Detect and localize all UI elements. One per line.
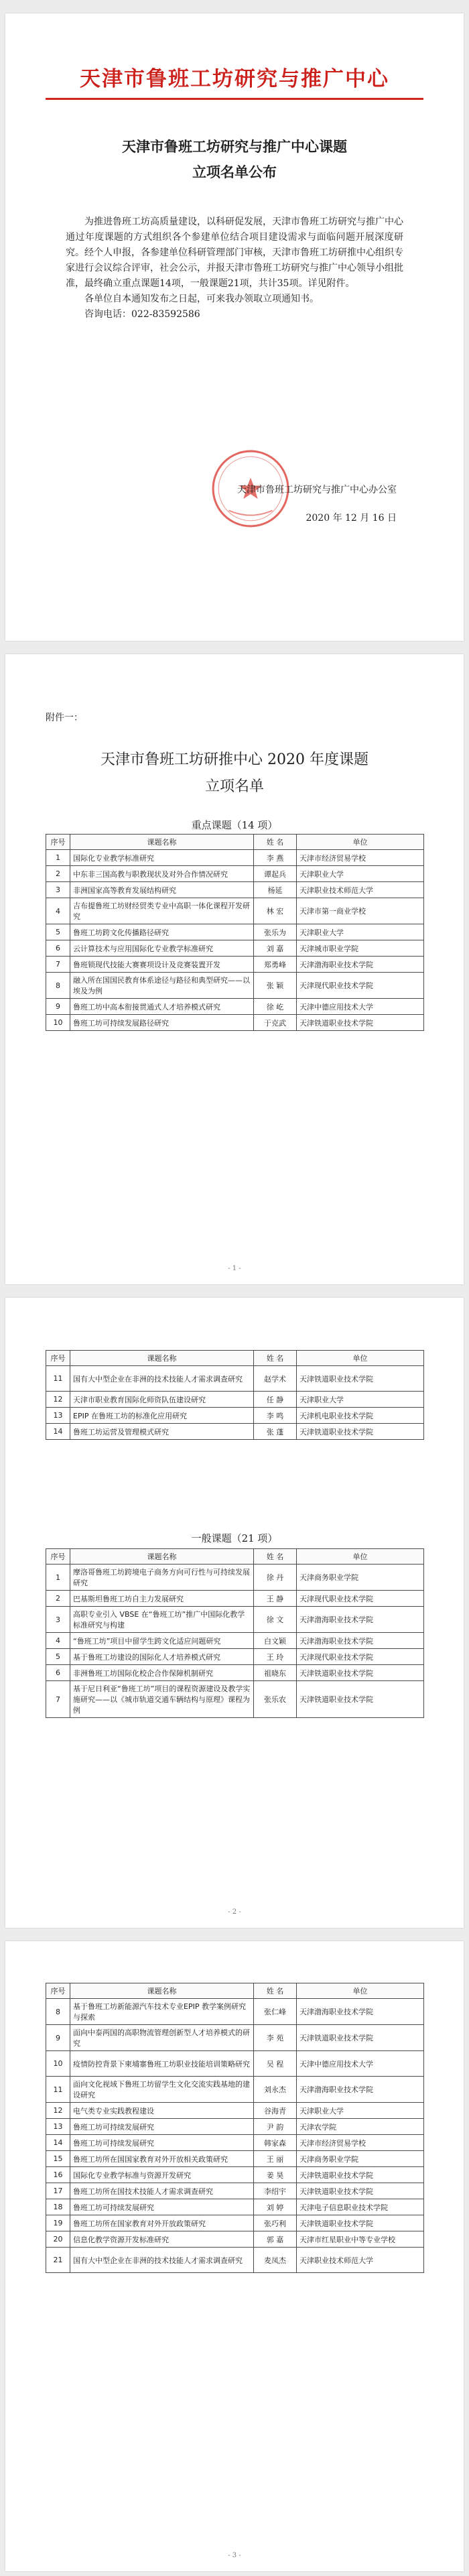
- header-no: 序号: [46, 1549, 70, 1565]
- table-row: [46, 1665, 424, 1681]
- project-leader: 王 静: [254, 1591, 297, 1607]
- project-leader: 赵学术: [254, 1366, 297, 1392]
- project-leader: 姜 昊: [254, 2167, 297, 2183]
- project-title: 基于鲁班工坊建设的国际化人才培养模式研究: [70, 1649, 254, 1665]
- project-unit: 天津铁道职业技术学院: [297, 1424, 424, 1440]
- row-number: 8: [46, 1999, 70, 2025]
- attachment-page-2: [5, 1298, 464, 1928]
- project-unit: 天津现代职业技术学院: [297, 973, 424, 999]
- project-leader: 谭起兵: [254, 866, 297, 882]
- row-number: 6: [46, 940, 70, 957]
- row-number: 4: [46, 898, 70, 924]
- row-number: 12: [46, 1392, 70, 1408]
- key-projects-table: [46, 834, 424, 1031]
- list-title-line-1: 天津市鲁班工坊研推中心 2020 年度课题: [100, 751, 368, 768]
- project-leader: 徐 丹: [254, 1565, 297, 1591]
- table-row: [46, 999, 424, 1015]
- project-title: 巴基斯坦鲁班工坊自主力发展研究: [70, 1591, 254, 1607]
- project-unit: 天津商务职业学院: [297, 1565, 424, 1591]
- project-leader: 任 静: [254, 1392, 297, 1408]
- project-title: EPIP 在鲁班工坊的标准化应用研究: [70, 1408, 254, 1424]
- project-unit: 天津市经济贸易学校: [297, 2135, 424, 2151]
- table-header-row: [46, 835, 424, 850]
- project-leader: 白文颖: [254, 1633, 297, 1649]
- project-title: 鲁班工坊中高本衔接贯通式人才培养模式研究: [70, 999, 254, 1015]
- project-unit: 天津电子信息职业技术学院: [297, 2199, 424, 2215]
- project-unit: 天津职业技术师范大学: [297, 882, 424, 898]
- row-number: 13: [46, 2119, 70, 2135]
- project-leader: 刘 嘉: [254, 940, 297, 957]
- row-number: 1: [46, 1565, 70, 1591]
- project-unit: 天津市红星职业中等专业学校: [297, 2231, 424, 2248]
- project-leader: 张 蓬: [254, 1424, 297, 1440]
- table-header-row: [46, 1549, 424, 1565]
- project-title: 摩洛哥鲁班工坊跨境电子商务方向可行性与可持续发展研究: [70, 1565, 254, 1591]
- row-number: 4: [46, 1633, 70, 1649]
- project-leader: 张仁峰: [254, 1999, 297, 2025]
- project-title: 非洲鲁班工坊国际化校企合作保障机制研究: [70, 1665, 254, 1681]
- header-no: 序号: [46, 1983, 70, 1999]
- row-number: 21: [46, 2248, 70, 2273]
- project-leader: 徐 屹: [254, 999, 297, 1015]
- project-leader: 刘永杰: [254, 2077, 297, 2103]
- row-number: 7: [46, 957, 70, 973]
- project-leader: 张 颖: [254, 973, 297, 999]
- table-row: [46, 2119, 424, 2135]
- table-row: [46, 1015, 424, 1031]
- project-unit: 天津商务职业学院: [297, 2151, 424, 2167]
- page-number: - 1 -: [228, 1265, 241, 1272]
- table-row: [46, 1424, 424, 1440]
- project-title: 信息化教学资源开发标准研究: [70, 2231, 254, 2248]
- project-leader: 王 丽: [254, 2151, 297, 2167]
- project-unit: 天津市第一商业学校: [297, 898, 424, 924]
- project-title: 高职专业引入 VBSE 在“鲁班工坊”推广中国际化教学标准研究与构建: [70, 1607, 254, 1633]
- project-leader: 尹 韵: [254, 2119, 297, 2135]
- header-person: 姓 名: [254, 1983, 297, 1999]
- project-unit: 天津职业技术师范大学: [297, 2248, 424, 2273]
- project-title: 国际化专业教学标准研究: [70, 850, 254, 866]
- project-leader: 李 鸣: [254, 1408, 297, 1424]
- project-title: 中东非三国高教与职教现状及对外合作情况研究: [70, 866, 254, 882]
- project-unit: 天津渤海职业技术学院: [297, 1607, 424, 1633]
- project-title: 国际化专业教学标准与资源开发研究: [70, 2167, 254, 2183]
- table-row: [46, 850, 424, 866]
- project-title: 鲁班工坊可持续发展研究: [70, 2135, 254, 2151]
- row-number: 10: [46, 1015, 70, 1031]
- project-leader: 王 玲: [254, 1649, 297, 1665]
- row-number: 14: [46, 2135, 70, 2151]
- header-person: 姓 名: [254, 1549, 297, 1565]
- project-title: 国有大中型企业在非洲的技术技能人才需求调查研究: [70, 2248, 254, 2273]
- header-unit: 单位: [297, 1549, 424, 1565]
- project-title: 吉布提鲁班工坊财经贸类专业中高职一体化课程开发研究: [70, 898, 254, 924]
- header-no: 序号: [46, 835, 70, 850]
- table-row: [46, 2215, 424, 2231]
- table-row: [46, 2199, 424, 2215]
- row-number: 10: [46, 2051, 70, 2077]
- row-number: 7: [46, 1681, 70, 1718]
- project-unit: 天津农学院: [297, 2119, 424, 2135]
- table-row: [46, 882, 424, 898]
- table-row: [46, 1565, 424, 1591]
- project-leader: 徐 文: [254, 1607, 297, 1633]
- table-row: [46, 2167, 424, 2183]
- table-row: [46, 1633, 424, 1649]
- project-leader: 林 宏: [254, 898, 297, 924]
- row-number: 20: [46, 2231, 70, 2248]
- row-number: 19: [46, 2215, 70, 2231]
- project-leader: 张乐为: [254, 924, 297, 940]
- row-number: 11: [46, 1366, 70, 1392]
- project-unit: 天津铁道职业技术学院: [297, 1681, 424, 1718]
- table-row: [46, 940, 424, 957]
- table-row: [46, 1366, 424, 1392]
- project-title: 基于鲁班工坊新能源汽车技术专业EPIP 教学案例研究与探索: [70, 1999, 254, 2025]
- announcement-body: [66, 214, 403, 322]
- project-unit: 天津中德应用技术大学: [297, 999, 424, 1015]
- header-title: 课题名称: [70, 1351, 254, 1366]
- table-row: [46, 2248, 424, 2273]
- table-row: [46, 2025, 424, 2051]
- row-number: 13: [46, 1408, 70, 1424]
- project-leader: 张乐农: [254, 1681, 297, 1718]
- table-row: [46, 866, 424, 882]
- table-row: [46, 924, 424, 940]
- project-title: 云计算技术与应用国际化专业教学标准研究: [70, 940, 254, 957]
- project-unit: 天津职业大学: [297, 2103, 424, 2119]
- project-title: 融入所在国国民教育体系途径与路径和典型研究——以埃及为例: [70, 973, 254, 999]
- key-projects-heading: 重点课题（14 项）: [191, 819, 278, 831]
- body-paragraph: 各单位自本通知发布之日起，可来我办领取立项通知书。: [84, 294, 319, 304]
- table-row: [46, 2151, 424, 2167]
- project-title: 鲁班工坊所在国国家教育对外开放相关政策研究: [70, 2151, 254, 2167]
- list-title: [46, 747, 423, 800]
- header-title: 课题名称: [70, 1549, 254, 1565]
- project-title: 面向中泰两国的高职物流管理创新型人才培养模式的研究: [70, 2025, 254, 2051]
- attachment-page-3: [5, 1941, 464, 2571]
- project-leader: 吴 程: [254, 2051, 297, 2077]
- contact-phone: 咨询电话：022-83592586: [84, 309, 200, 320]
- table-row: [46, 2135, 424, 2151]
- project-unit: 天津中德应用技术大学: [297, 2051, 424, 2077]
- project-leader: 麦凤杰: [254, 2248, 297, 2273]
- table-row: [46, 1392, 424, 1408]
- row-number: 16: [46, 2167, 70, 2183]
- general-projects-table: [46, 1548, 424, 1718]
- project-leader: 杨延: [254, 882, 297, 898]
- project-leader: 于克武: [254, 1015, 297, 1031]
- table-header-row: [46, 1351, 424, 1366]
- project-title: 非洲国家高等教育发展结构研究: [70, 882, 254, 898]
- project-leader: 李绍宇: [254, 2183, 297, 2199]
- project-leader: 郭 嘉: [254, 2231, 297, 2248]
- row-number: 17: [46, 2183, 70, 2199]
- announcement-page: [5, 13, 464, 641]
- project-unit: 天津铁道职业技术学院: [297, 1015, 424, 1031]
- project-unit: 天津职业大学: [297, 924, 424, 940]
- body-paragraph: 为推进鲁班工坊高质量建设，以科研促发展，天津市鲁班工坊研究与推广中心通过年度课题的方式组织各个参建单位结合项目建设需求与面临问题开展深度研究。经个人申报，各参建单位科研管理部门审核，天津市鲁班工坊研推中心组织专家进行会议综合评审，社会公示，并报天津市鲁班工坊研究与推广中心领导小组批准，最终确立重点课题14项，一般课题21项，共计35项。详见附件。: [66, 217, 403, 289]
- project-title: 疫情防控背景下柬埔寨鲁班工坊职业技能培训策略研究: [70, 2051, 254, 2077]
- project-title: “鲁班工坊”项目中留学生跨文化适应问题研究: [70, 1633, 254, 1649]
- list-title-line-2: 立项名单: [204, 778, 264, 795]
- row-number: 5: [46, 1649, 70, 1665]
- header-unit: 单位: [297, 1351, 424, 1366]
- project-title: 鲁班工坊所在国家教育对外开放政策研究: [70, 2215, 254, 2231]
- project-unit: 天津渤海职业技术学院: [297, 1633, 424, 1649]
- key-projects-table-continued: [46, 1350, 424, 1440]
- project-leader: 张巧利: [254, 2215, 297, 2231]
- table-row: [46, 973, 424, 999]
- header-no: 序号: [46, 1351, 70, 1366]
- row-number: 2: [46, 1591, 70, 1607]
- row-number: 9: [46, 2025, 70, 2051]
- project-unit: 天津铁道职业技术学院: [297, 2167, 424, 2183]
- project-unit: 天津城市职业学院: [297, 940, 424, 957]
- table-row: [46, 898, 424, 924]
- table-row: [46, 1607, 424, 1633]
- table-row: [46, 2103, 424, 2119]
- project-leader: 郑勇峰: [254, 957, 297, 973]
- project-title: 天津市职业教育国际化师资队伍建设研究: [70, 1392, 254, 1408]
- table-row: [46, 1408, 424, 1424]
- table-row: [46, 2231, 424, 2248]
- row-number: 18: [46, 2199, 70, 2215]
- header-unit: 单位: [297, 835, 424, 850]
- row-number: 11: [46, 2077, 70, 2103]
- project-title: 鲁班工坊可持续发展路径研究: [70, 1015, 254, 1031]
- project-unit: 天津铁道职业技术学院: [297, 2025, 424, 2051]
- row-number: 2: [46, 866, 70, 882]
- project-unit: 天津市经济贸易学校: [297, 850, 424, 866]
- project-unit: 天津现代职业技术学院: [297, 1649, 424, 1665]
- project-unit: 天津铁道职业技术学院: [297, 2183, 424, 2199]
- project-leader: 祖晓东: [254, 1665, 297, 1681]
- table-row: [46, 957, 424, 973]
- attachment-page-1: [5, 654, 464, 1284]
- general-projects-heading: 一般课题（21 项）: [191, 1532, 278, 1544]
- letterhead-org-name: 天津市鲁班工坊研究与推广中心: [80, 67, 389, 91]
- project-unit: 天津渤海职业技术学院: [297, 957, 424, 973]
- project-unit: 天津机电职业技术学院: [297, 1408, 424, 1424]
- project-leader: 刘 婷: [254, 2199, 297, 2215]
- project-title: 鲁班工坊所在国技术技能人才需求调查研究: [70, 2183, 254, 2199]
- table-row: [46, 1591, 424, 1607]
- header-title: 课题名称: [70, 1983, 254, 1999]
- header-unit: 单位: [297, 1983, 424, 1999]
- project-unit: 天津渤海职业技术学院: [297, 1999, 424, 2025]
- row-number: 5: [46, 924, 70, 940]
- table-header-row: [46, 1983, 424, 1999]
- table-row: [46, 1649, 424, 1665]
- project-title: 鲁班工坊运营及管理模式研究: [70, 1424, 254, 1440]
- issuing-office: 天津市鲁班工坊研究与推广中心办公室: [237, 485, 397, 495]
- project-title: 鲁班锁现代技能大赛赛项设计及竞赛装置开发: [70, 957, 254, 973]
- project-title: 鲁班工坊可持续发展研究: [70, 2199, 254, 2215]
- header-title: 课题名称: [70, 835, 254, 850]
- table-row: [46, 2183, 424, 2199]
- row-number: 15: [46, 2151, 70, 2167]
- project-title: 电气类专业实践教程建设: [70, 2103, 254, 2119]
- page-number: - 2 -: [228, 1908, 241, 1916]
- project-unit: 天津职业大学: [297, 866, 424, 882]
- header-person: 姓 名: [254, 835, 297, 850]
- row-number: 14: [46, 1424, 70, 1440]
- project-title: 鲁班工坊跨文化传播路径研究: [70, 924, 254, 940]
- general-projects-table-continued: [46, 1983, 424, 2273]
- table-row: [46, 1999, 424, 2025]
- project-leader: 韩家森: [254, 2135, 297, 2151]
- document-title: [46, 134, 423, 185]
- project-unit: 天津铁道职业技术学院: [297, 1665, 424, 1681]
- project-title: 面向文化视域下鲁班工坊留学生文化交流实践基地的建设研究: [70, 2077, 254, 2103]
- letterhead-red-rule: [46, 98, 423, 100]
- project-title: 鲁班工坊可持续发展研究: [70, 2119, 254, 2135]
- project-unit: 天津职业大学: [297, 1392, 424, 1408]
- header-person: 姓 名: [254, 1351, 297, 1366]
- project-unit: 天津现代职业技术学院: [297, 1591, 424, 1607]
- row-number: 3: [46, 882, 70, 898]
- project-unit: 天津渤海职业技术学院: [297, 2077, 424, 2103]
- issue-date: 2020 年 12 月 16 日: [306, 513, 397, 524]
- project-unit: 天津铁道职业技术学院: [297, 1366, 424, 1392]
- project-unit: 天津铁道职业技术学院: [297, 2215, 424, 2231]
- row-number: 1: [46, 850, 70, 866]
- row-number: 3: [46, 1607, 70, 1633]
- row-number: 8: [46, 973, 70, 999]
- document-title-line-2: 立项名单公布: [192, 164, 277, 180]
- project-title: 国有大中型企业在非洲的技术技能人才需求调查研究: [70, 1366, 254, 1392]
- document-title-line-1: 天津市鲁班工坊研究与推广中心课题: [122, 138, 347, 155]
- table-row: [46, 2051, 424, 2077]
- row-number: 6: [46, 1665, 70, 1681]
- project-leader: 谷海青: [254, 2103, 297, 2119]
- project-leader: 李 燕: [254, 850, 297, 866]
- table-row: [46, 1681, 424, 1718]
- page-number: - 3 -: [228, 2552, 241, 2559]
- project-leader: 李 苑: [254, 2025, 297, 2051]
- table-row: [46, 2077, 424, 2103]
- row-number: 9: [46, 999, 70, 1015]
- attachment-label: 附件一：: [46, 713, 83, 723]
- project-title: 基于尼日利亚“鲁班工坊”项目的课程资源建设及教学实施研究——以《城市轨道交通车辆结构与原理》课程为例: [70, 1681, 254, 1718]
- row-number: 12: [46, 2103, 70, 2119]
